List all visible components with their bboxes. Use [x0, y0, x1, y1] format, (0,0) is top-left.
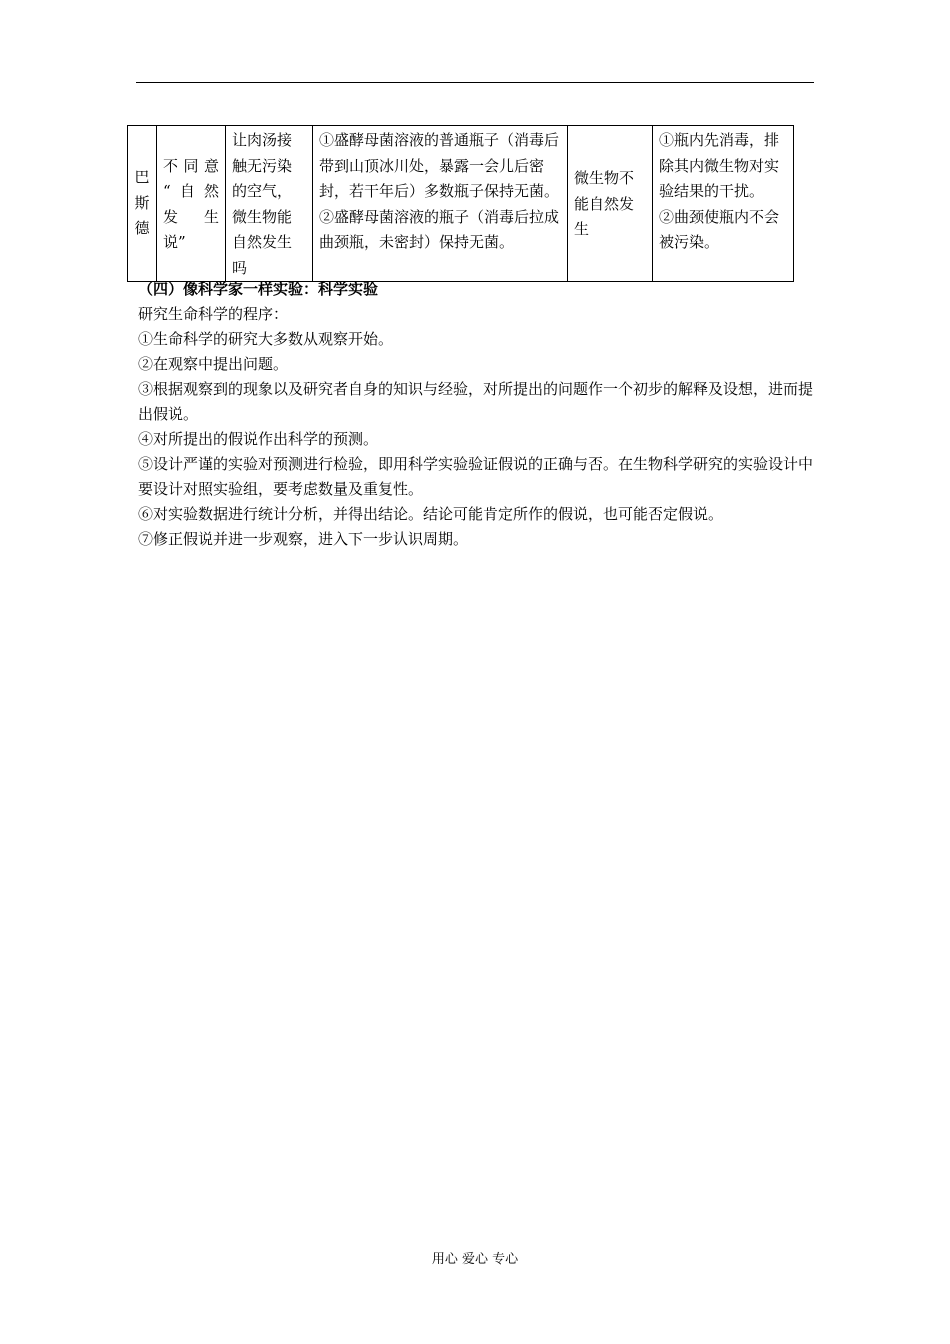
- section-title: （四）像科学家一样实验：科学实验: [138, 280, 379, 298]
- reason-item: ①瓶内先消毒，排除其内微生物对实验结果的干扰。: [659, 131, 780, 200]
- viewpoint-cell: [157, 126, 226, 282]
- viewpoint-line: 发 生: [163, 207, 219, 226]
- experiment-table: [127, 125, 794, 282]
- table-row: [128, 126, 794, 282]
- viewpoint-line: “自然: [163, 182, 219, 200]
- viewpoint-line: 不同意: [163, 156, 219, 175]
- name-char: 巴: [134, 168, 150, 187]
- name-char: 斯: [134, 193, 150, 212]
- experiment-item: ②盛酵母菌溶液的瓶子（消毒后拉成曲颈瓶，未密封）保持无菌。: [319, 207, 560, 251]
- page-footer: 用心 爱心 专心: [431, 1252, 519, 1267]
- section-intro: 研究生命科学的程序：: [138, 305, 289, 323]
- scientist-name-cell: [128, 126, 157, 282]
- name-char: 德: [134, 219, 150, 238]
- reason-item: ②曲颈使瓶内不会被污染。: [659, 207, 780, 251]
- step-item: ②在观察中提出问题。: [138, 355, 289, 373]
- experiment-cell: [313, 126, 568, 282]
- header-rule: [136, 82, 814, 83]
- result-cell: 微生物不能自然发生: [568, 126, 653, 282]
- experiment-item: ①盛酵母菌溶液的普通瓶子（消毒后带到山顶冰川处，暴露一会儿后密封，若干年后）多数瓶子保持无菌。: [319, 131, 560, 200]
- section-body: [138, 302, 818, 552]
- step-item: ⑤设计严谨的实验对预测进行检验，即用科学实验验证假说的正确与否。在生物科学研究的实验设计中要设计对照实验组，要考虑数量及重复性。: [138, 455, 814, 498]
- step-item: ④对所提出的假说作出科学的预测。: [138, 430, 379, 448]
- reason-cell: [653, 126, 794, 282]
- step-item: ③根据观察到的现象以及研究者自身的知识与经验，对所提出的问题作一个初步的解释及设想，进而提出假说。: [138, 380, 814, 423]
- step-item: ⑦修正假说并进一步观察，进入下一步认识周期。: [138, 530, 469, 548]
- question-cell: 让肉汤接触无污染的空气，微生物能自然发生吗: [226, 126, 313, 282]
- step-item: ⑥对实验数据进行统计分析，并得出结论。结论可能肯定所作的假说，也可能否定假说。: [138, 505, 724, 523]
- viewpoint-line: 说”: [163, 233, 186, 251]
- step-item: ①生命科学的研究大多数从观察开始。: [138, 330, 394, 348]
